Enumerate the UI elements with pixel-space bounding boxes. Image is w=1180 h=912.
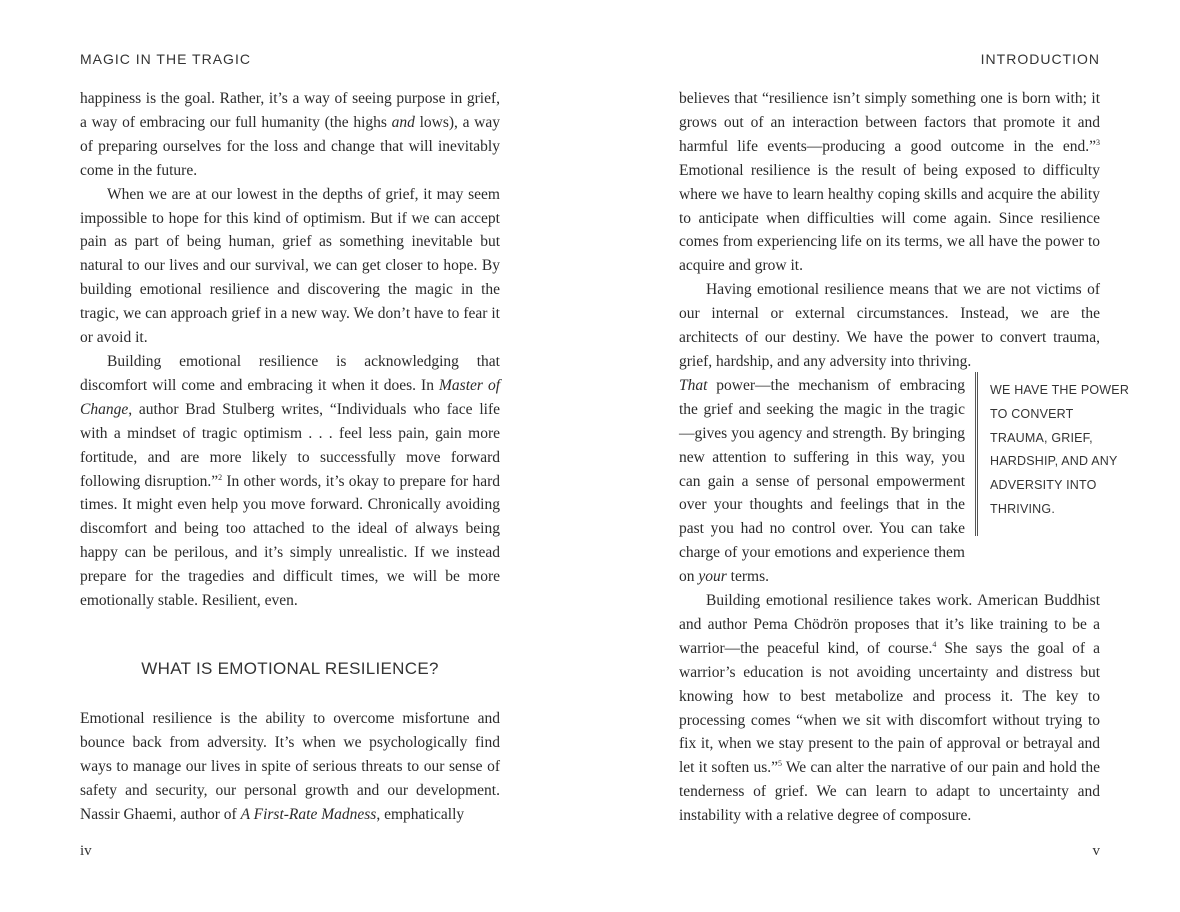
running-head-right: INTRODUCTION: [980, 51, 1100, 67]
italic-text: and: [391, 113, 415, 131]
page-number-right: v: [1092, 843, 1100, 859]
left-body-top: [80, 87, 500, 613]
pull-quote-text: WE HAVE THE POWER TO CONVERT TRAUMA, GRIEF, HARDSHIP, AND ANY ADVERSITY INTO THRIVING.: [990, 383, 1130, 516]
footnote-marker: 2: [218, 472, 223, 482]
left-body-bottom: [80, 707, 500, 827]
right-paragraph-3: That power—the mechanism of embracing the grief and seeking the magic in the tragic—gives you agency and strength. By bringing new attention to suffering in this way, you can gain a sense of personal empowerment over your thoughts and feelings that in the past you had no control over. You can take charge of your emotions and experience them on your terms.: [679, 376, 965, 586]
pull-quote: [975, 372, 1130, 536]
italic-text: A First-Rate Madness: [240, 805, 377, 823]
footnote-marker: 4: [932, 639, 937, 649]
left-paragraph-3: Building emotional resilience is acknowledging that discomfort will come and embracing it when it does. In Master of Change, author Brad Stulberg writes, “Individuals who face life with a mindset of tragic optimism . . . feel less pain, gain more fortitude, and are more likely to successfully move forward following disruption.”$^2$ In other words, it’s okay to prepare for hard times. It might even help you move forward. Chronically avoiding discomfort and being too attached to the ideal of always being happy can be perilous, and it’s simply unrealistic. If we instead prepare for the tragedies and difficult times, we will be more emotionally stable. Resilient, even.: [80, 352, 501, 610]
footnote-marker: 5: [778, 759, 783, 769]
right-page: [590, 0, 1180, 912]
italic-text: your: [698, 568, 727, 586]
italic-text: Master of Change: [80, 376, 501, 418]
left-paragraph-1: happiness is the goal. Rather, it’s a way of seeing purpose in grief, a way of embracing our full humanity (the highs and lows), a way of preparing ourselves for the loss and change that will inevitably come in the future.: [80, 90, 500, 179]
footnote-marker: 3: [1096, 137, 1100, 147]
italic-text: That: [679, 376, 708, 394]
section-heading: WHAT IS EMOTIONAL RESILIENCE?: [141, 659, 439, 678]
right-paragraph-1: believes that “resilience isn’t simply something one is born with; it grows out of an interaction between factors that promote it and harmful life events—producing a good outcome in the end.”$^3$ Emotional resilience is the result of being exposed to difficulty where we have to learn healthy coping skills and acquire the ability to anticipate when difficulties will come again. Since resilience comes from experiencing life on its terms, we all have the power to acquire and grow it.: [679, 90, 1100, 275]
left-paragraph-4: Emotional resilience is the ability to overcome misfortune and bounce back from adversity. It’s when we psychologically find ways to manage our lives in spite of serious threats to our sense of safety and security, our personal growth and our development. Nassir Ghaemi, author of A First-Rate Madness, emphatically: [80, 710, 500, 823]
running-head-left: MAGIC IN THE TRAGIC: [80, 51, 251, 67]
left-paragraph-2: When we are at our lowest in the depths of grief, it may seem impossible to hope for this kind of optimism. But if we can accept pain as part of being human, grief as something inevitable but natural to our lives and our survival, we can get closer to hope. By building emotional resilience and discovering the magic in the tragic, we can approach grief in a new way. We don’t have to fear it or avoid it.: [80, 185, 500, 347]
right-paragraph-4: Building emotional resilience takes work. American Buddhist and author Pema Chödrön proposes that it’s like training to be a warrior—the peaceful kind, of course.$^4$ She says the goal of a warrior’s education is not avoiding uncertainty and distress but knowing how to best metabolize and process it. The key to processing comes “when we sit with discomfort without trying to fix it, when we stay present to the pain of approval or betrayal and let it soften us.”$^5$ We can alter the narrative of our pain and hold the tenderness of grief. We can learn to adapt to uncertainty and instability with a relative degree of composure.: [679, 592, 1101, 825]
page-number-left: iv: [80, 843, 92, 859]
right-paragraph-2: Having emotional resilience means that we are not victims of our internal or external circumstances. Instead, we are the architects of our destiny. We have the power to convert trauma, grief, hardship, and any adversity into thriving.: [679, 281, 1100, 370]
